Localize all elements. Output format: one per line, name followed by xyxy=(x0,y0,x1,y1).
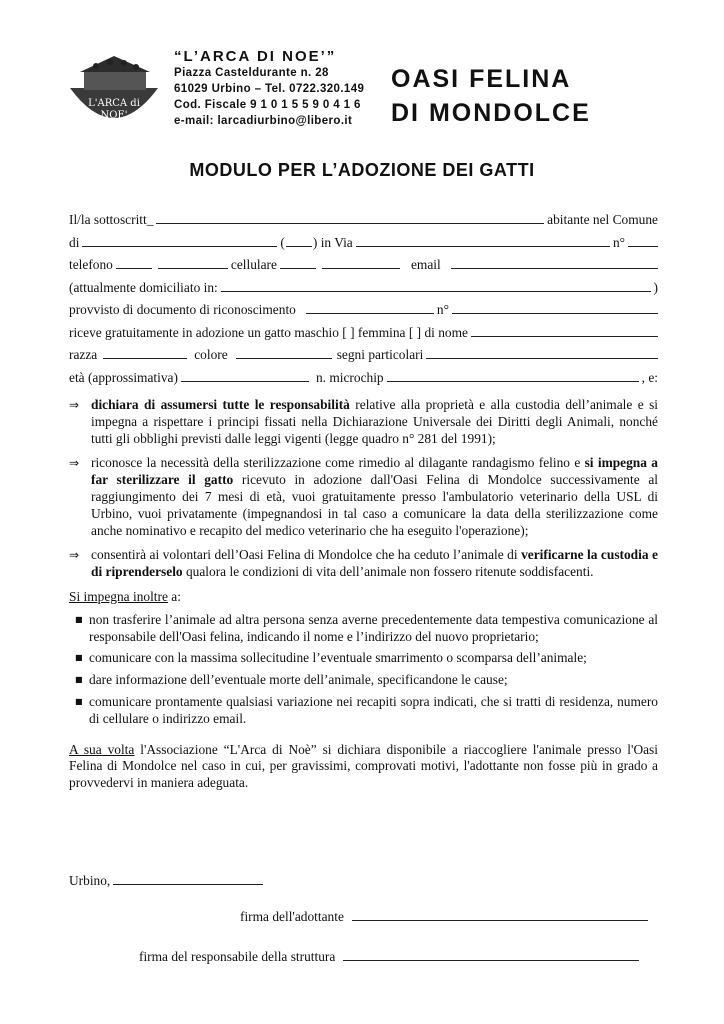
label-province-open: ( xyxy=(280,234,285,250)
microchip-field[interactable] xyxy=(387,366,639,382)
ark-logo xyxy=(66,48,162,132)
clause-text xyxy=(91,397,658,447)
document-number-field[interactable] xyxy=(452,298,658,314)
label-breed: razza xyxy=(69,347,98,362)
label-civic-number: n° xyxy=(612,234,625,250)
oasi-title-line1: OASI FELINA xyxy=(391,65,572,93)
form-row-contacts xyxy=(69,253,658,276)
label-color: colore xyxy=(194,347,228,362)
association-fiscal-code: Cod. Fiscale 9 1 0 1 5 5 9 0 4 1 6 xyxy=(174,99,361,111)
adopter-signature-line xyxy=(240,906,651,925)
province-field[interactable] xyxy=(286,231,312,247)
clause-bold: dichiara di assumersi tutte le responsabilità xyxy=(91,397,350,412)
list-item-text: dare informazione dell’eventuale morte dell’animale, specificandone le cause; xyxy=(89,672,508,688)
phone-field[interactable] xyxy=(158,253,228,269)
phone-prefix-field[interactable] xyxy=(116,253,152,269)
form-row-age xyxy=(69,366,658,389)
arrow-icon: ⇒ xyxy=(69,398,80,412)
list-item xyxy=(69,694,658,728)
list-item xyxy=(69,612,658,646)
email-field[interactable] xyxy=(451,253,658,269)
association-name: “L’ARCA DI NOE’” xyxy=(174,48,337,65)
label-phone: telefono xyxy=(69,257,113,272)
name-field[interactable] xyxy=(156,208,544,224)
clause-rest: ricevuto in adozione dall'Oasi Felina di Mondolce successivamente al raggiungimento dei 7 mesi di età, vuoi gratuitamente presso l'ambulatorio veterinario della USL di Urbino, vuoi privatamente (impegnandosi in tal caso a comunicare la data della sterilizzazione come anche nominativo e recapito del medico veterinario che ha eseguito l'operazione); xyxy=(91,472,658,538)
commitments-heading xyxy=(69,589,658,606)
mobile-field[interactable] xyxy=(322,253,400,269)
mobile-prefix-field[interactable] xyxy=(280,253,316,269)
label-resident: abitante nel Comune xyxy=(547,212,658,227)
clause-bold: verificarne la custodia e di riprenderselo xyxy=(91,547,658,580)
clause-start: consentirà ai volontari dell’Oasi Felina di Mondolce che ha ceduto l’animale di xyxy=(91,547,522,563)
letterhead xyxy=(66,40,666,140)
arrow-icon: ⇒ xyxy=(69,456,80,471)
list-item-text: comunicare prontamente qualsiasi variazione nei recapiti sopra indicati, che si tratti di residenza, numero di cellulare o indirizzo email. xyxy=(89,693,658,726)
street-field[interactable] xyxy=(356,231,610,247)
label-age: età (approssimativa) xyxy=(69,369,178,385)
list-item-text: non trasferire l’animale ad altra persona senza averne precedentemente data tempestiva comunicazione al responsabile dell'Oasi felina, indicando il nome e l’indirizzo del nuovo proprietario; xyxy=(89,611,658,644)
svg-text:NOE': NOE' xyxy=(100,110,128,121)
label-document: provvisto di documento di riconoscimento xyxy=(69,302,296,317)
clause-verification xyxy=(69,547,658,581)
association-address: Piazza Casteldurante n. 28 xyxy=(174,67,329,79)
form-row-document xyxy=(69,298,658,321)
adoption-form xyxy=(69,208,658,388)
commitments-colon: a: xyxy=(167,588,181,604)
label-place: Urbino, xyxy=(69,873,111,888)
form-row-name xyxy=(69,208,658,231)
label-adopter-signature: firma dell'adottante xyxy=(240,909,344,924)
label-marks: segni particolari xyxy=(336,347,424,362)
statement-underlined: A sua volta xyxy=(69,741,135,757)
form-row-cat-name xyxy=(69,321,658,344)
adopter-signature-field[interactable] xyxy=(352,906,648,921)
bullet-square-icon: ■ xyxy=(75,675,83,685)
domicile-field[interactable] xyxy=(221,276,651,292)
cat-name-field[interactable] xyxy=(471,321,658,337)
clauses-section xyxy=(69,397,658,792)
form-row-address xyxy=(69,231,658,254)
bullet-square-icon: ■ xyxy=(75,696,83,706)
label-email: email xyxy=(410,257,441,272)
list-item xyxy=(69,672,658,689)
place-date-line xyxy=(69,870,266,889)
label-manager-signature: firma del responsabile della struttura xyxy=(139,949,336,964)
page-title: MODULO PER L’ADOZIONE DEI GATTI xyxy=(189,160,535,180)
arrow-icon: ⇒ xyxy=(69,548,80,563)
oasi-title-line2: DI MONDOLCE xyxy=(391,99,591,127)
bullet-square-icon: ■ xyxy=(75,614,83,624)
label-document-number: n° xyxy=(436,302,449,317)
manager-signature-field[interactable] xyxy=(343,946,639,961)
list-item-text: comunicare con la massima sollecitudine l’eventuale smarrimento o scomparsa dell’animale; xyxy=(89,650,587,666)
clause-rest: qualora le condizioni di vita dell’animale non fossero ritenute soddisfacenti. xyxy=(182,564,594,580)
label-mobile: cellulare xyxy=(230,257,277,272)
association-info xyxy=(170,48,364,129)
bullet-square-icon: ■ xyxy=(75,653,83,663)
association-city-phone: 61029 Urbino – Tel. 0722.320.149 xyxy=(174,83,365,95)
label-domicile: (attualmente domiciliato in: xyxy=(69,279,218,295)
label-and: , e: xyxy=(641,369,658,385)
manager-signature-line xyxy=(139,946,642,965)
clause-sterilization xyxy=(69,455,658,539)
civic-number-field[interactable] xyxy=(628,231,658,247)
breed-field[interactable] xyxy=(103,343,187,359)
date-field[interactable] xyxy=(113,870,263,885)
commitments-list xyxy=(69,612,658,728)
label-via: ) in Via xyxy=(312,234,353,250)
clause-start: riconosce la necessità della sterilizzazione come rimedio al dilagante randagismo felino e xyxy=(91,455,585,471)
marks-field[interactable] xyxy=(426,343,658,359)
clause-bold: si impegna a far sterilizzare il gatto xyxy=(91,455,658,488)
association-email: e-mail: larcadiurbino@libero.it xyxy=(174,115,353,127)
color-field[interactable] xyxy=(236,343,332,359)
association-statement xyxy=(69,742,658,792)
clause-responsibility xyxy=(69,397,658,447)
comune-field[interactable] xyxy=(82,231,277,247)
commitments-label: Si impegna inoltre xyxy=(69,588,168,604)
age-field[interactable] xyxy=(181,366,309,382)
clause-text xyxy=(91,455,658,539)
form-row-cat-details xyxy=(69,343,658,366)
clause-rest: relative alla proprietà e alla custodia dell’animale e si impegna a rispettare i principi fissati nella Dichiarazione Universale dei Diritti degli Animali, nonché tutti gli obblighi previsti dalle leggi vigenti (legge quadro n° 281 del 1991); xyxy=(91,397,659,446)
label-name: Il/la sottoscritt_ xyxy=(69,212,154,227)
label-cat-name: riceve gratuitamente in adozione un gatto maschio [ ] femmina [ ] di nome xyxy=(69,324,468,340)
label-comune: di xyxy=(69,234,80,250)
label-domicile-close: ) xyxy=(653,279,658,295)
document-type-field[interactable] xyxy=(306,298,434,314)
form-row-domicile xyxy=(69,276,658,299)
label-microchip: n. microchip xyxy=(315,369,384,385)
oasi-title xyxy=(391,62,591,130)
list-item xyxy=(69,650,658,667)
statement-rest: l'Associazione “L'Arca di Noè” si dichiara disponibile a riaccogliere l'animale presso l'Oasi Felina di Mondolce nel caso in cui, per gravissimi, comprovati motivi, l'adottante non fosse più in grado a provvedervi in maniera adeguata. xyxy=(69,741,658,791)
clause-text xyxy=(91,547,658,581)
svg-text:L'ARCA di: L'ARCA di xyxy=(88,98,140,109)
